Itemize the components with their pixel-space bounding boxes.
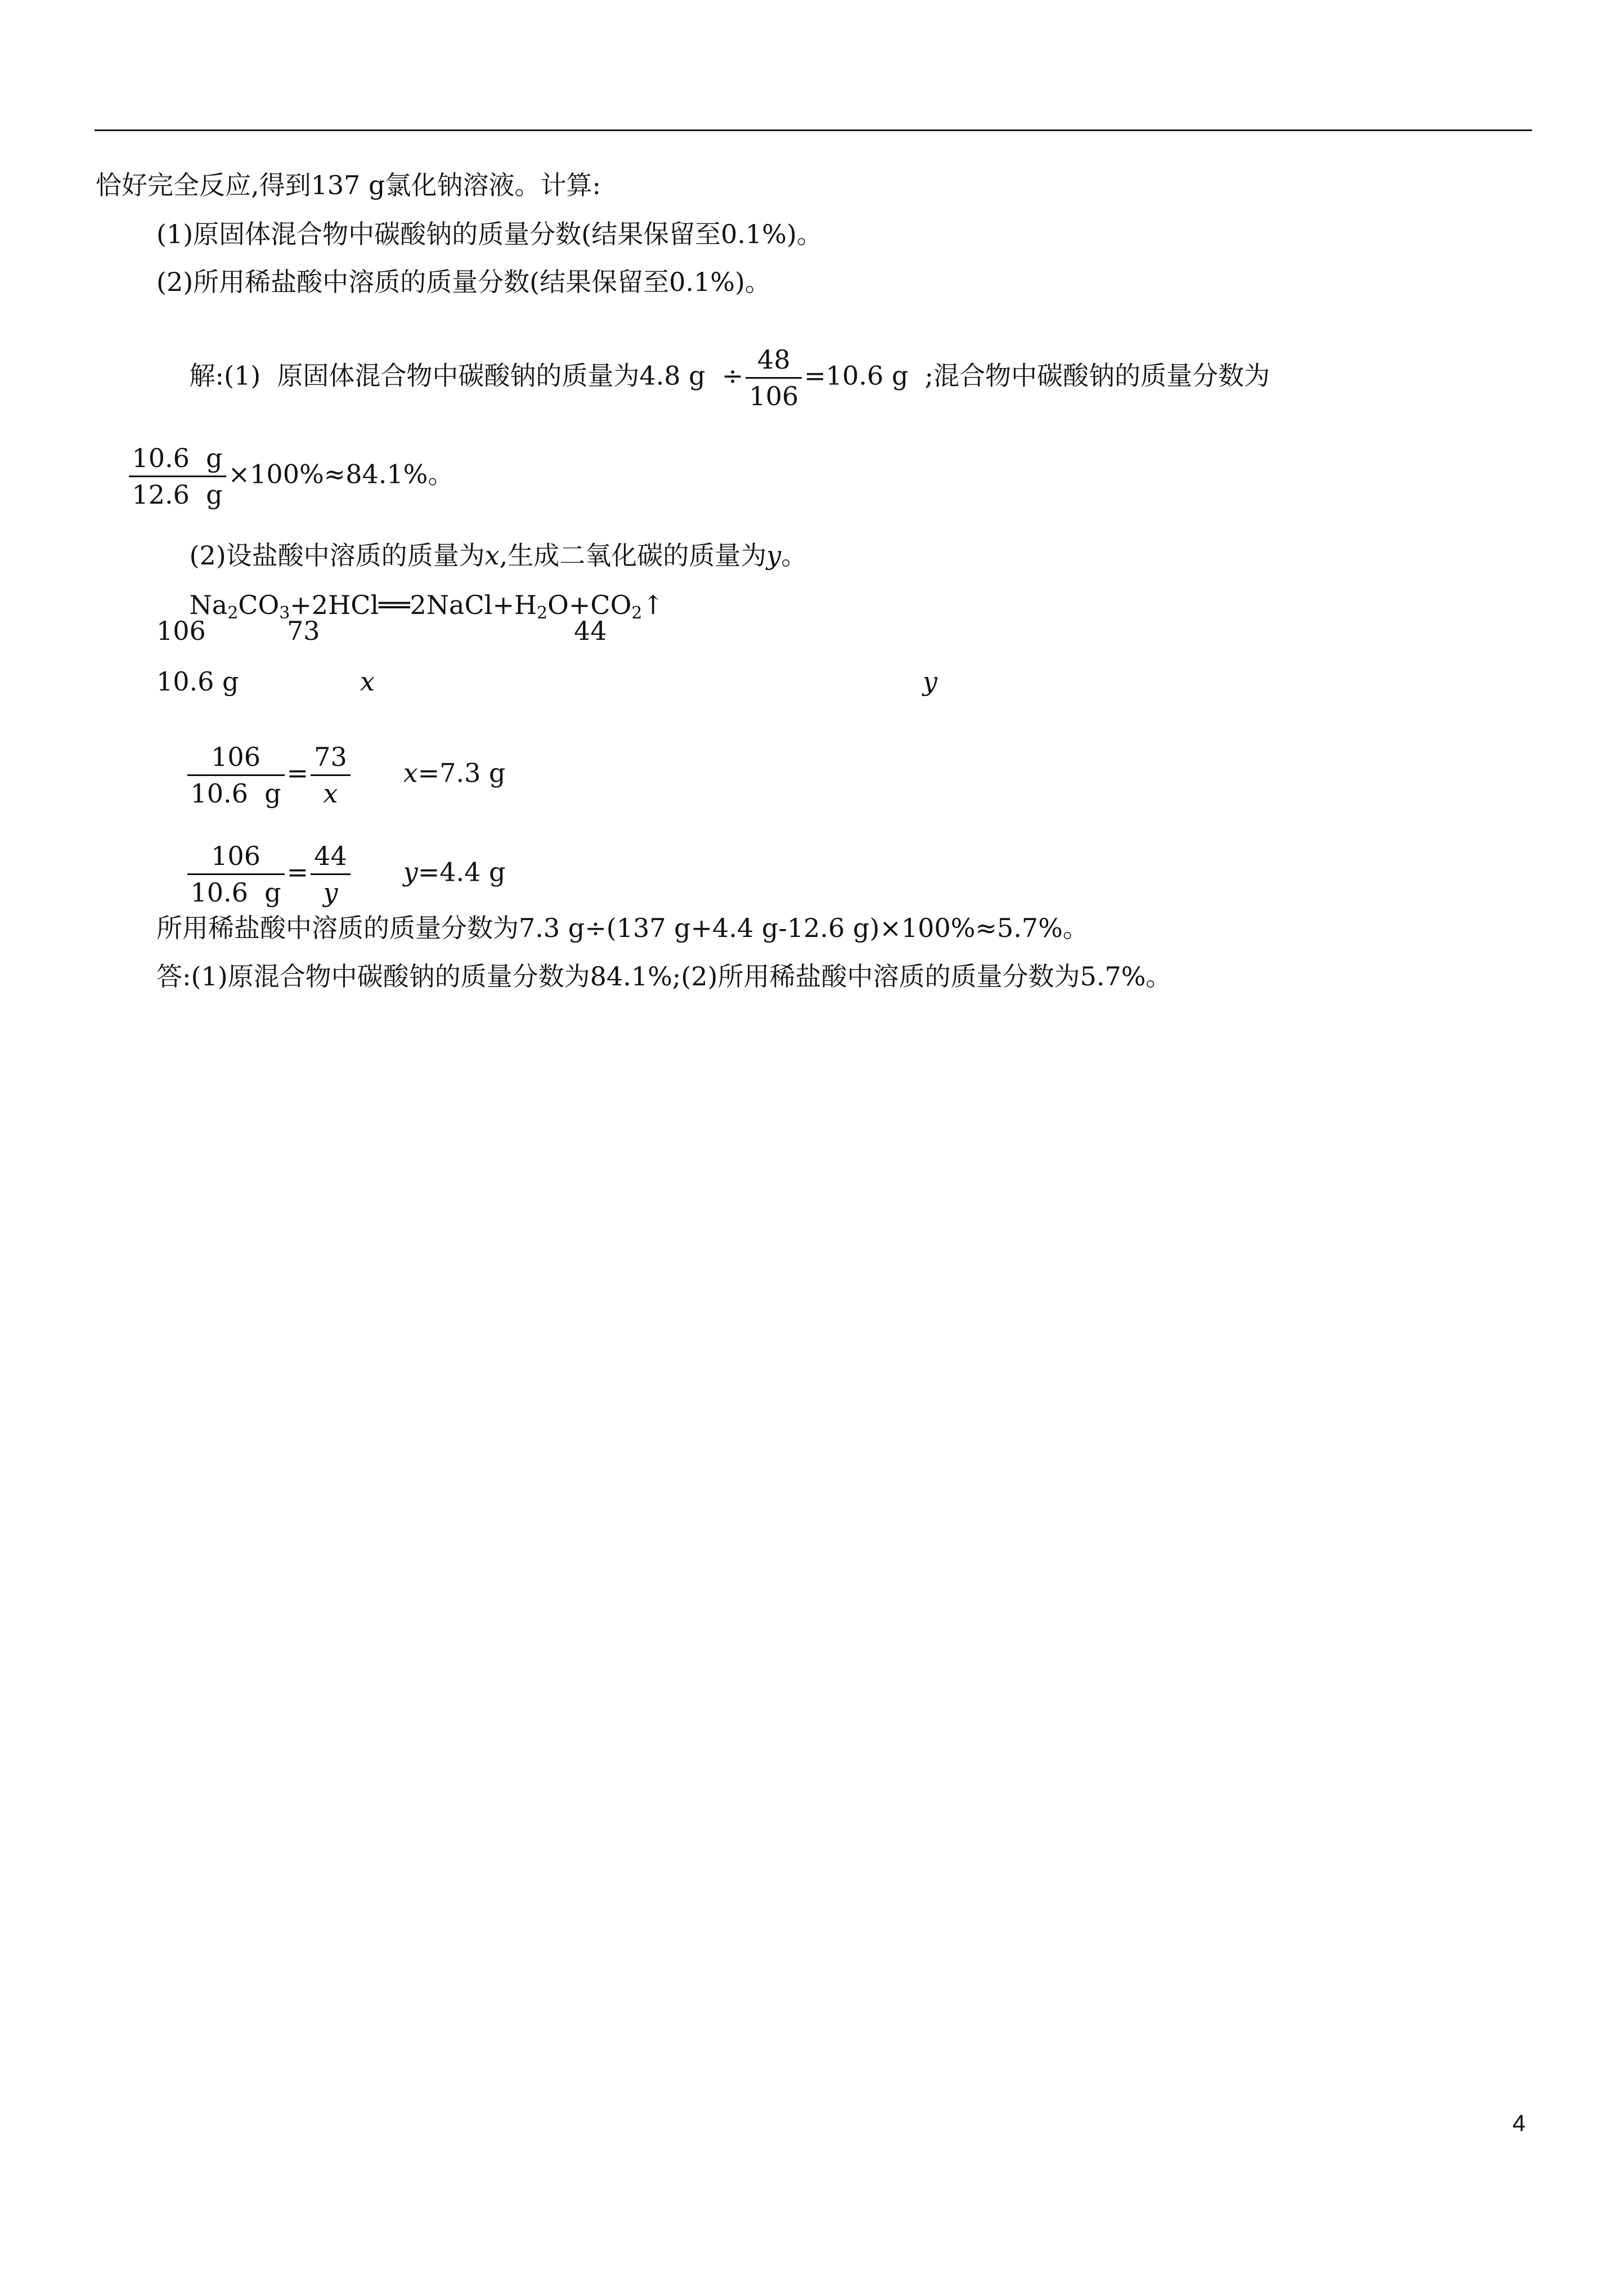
mass-sodium-carbonate: 10.6 g xyxy=(156,666,239,697)
fraction-denominator: 12.6 g xyxy=(132,479,223,510)
header-rule xyxy=(95,129,1532,131)
variable-x: x xyxy=(484,540,500,571)
equation-text: O+CO xyxy=(547,590,632,620)
final-calculation: 所用稀盐酸中溶质的质量分数为7.3 g÷(137 g+4.4 g-12.6 g)×100%≈5.7%。 xyxy=(156,913,1089,943)
solution-part1-result: ×100%≈84.1%。 xyxy=(228,459,454,490)
fraction-numerator: 10.6 g xyxy=(129,445,226,477)
equation-text: CO xyxy=(238,590,280,620)
equals-sign: = xyxy=(286,757,309,788)
fraction-denominator: y xyxy=(323,877,338,908)
result-variable: y xyxy=(403,856,418,887)
fraction-denominator: 10.6 g xyxy=(190,778,281,809)
fraction-right xyxy=(311,841,351,908)
variable-y: y xyxy=(766,540,782,571)
proportion-1 xyxy=(152,718,505,832)
equation-text: Na xyxy=(189,590,228,620)
fraction-numerator: 44 xyxy=(311,843,351,875)
fraction-mass-ratio xyxy=(129,445,226,508)
answer-line: 答:(1)原混合物中碳酸钠的质量分数为84.1%;(2)所用稀盐酸中溶质的质量分数为5.7%。 xyxy=(156,961,1172,992)
solution-part1-pre: 解:(1) 原固体混合物中碳酸钠的质量为4.8 g ÷ xyxy=(189,360,744,391)
ratio-73: 73 xyxy=(287,616,320,646)
equation-subscript: 2 xyxy=(537,603,548,623)
result-variable: x xyxy=(403,757,418,788)
setup-text: ,生成二氧化碳的质量为 xyxy=(499,540,767,571)
solution-part1-post: =10.6 g ;混合物中碳酸钠的质量分数为 xyxy=(804,360,1270,391)
fraction-left xyxy=(187,742,285,809)
fraction-numerator: 106 xyxy=(187,843,285,875)
page-number: 4 xyxy=(1512,2110,1526,2136)
ratio-44: 44 xyxy=(574,616,607,646)
equation-subscript: 2 xyxy=(631,603,643,623)
ratio-106: 106 xyxy=(156,616,206,646)
solution-part1-line xyxy=(156,321,1270,435)
equals-sign: = xyxy=(286,856,309,887)
problem-intro: 恰好完全反应,得到137 g氯化钠溶液。计算: xyxy=(96,170,601,200)
equation-text: +2HCl══2NaCl+H xyxy=(290,590,537,620)
fraction-numerator: 48 xyxy=(746,347,802,379)
gas-arrow-icon: ↑ xyxy=(642,590,664,620)
equation-subscript: 3 xyxy=(279,603,290,623)
mass-x: x xyxy=(360,666,375,697)
result-value: =4.4 g xyxy=(417,856,506,887)
mass-y: y xyxy=(923,666,937,697)
fraction-denominator: x xyxy=(323,778,338,809)
setup-text: 。 xyxy=(781,540,807,571)
fraction-denominator: 10.6 g xyxy=(190,877,281,908)
fraction-numerator: 73 xyxy=(311,744,351,776)
fraction-right xyxy=(311,742,351,809)
result-value: =7.3 g xyxy=(417,757,506,788)
question-2: (2)所用稀盐酸中溶质的质量分数(结果保留至0.1%)。 xyxy=(156,267,771,297)
setup-text: (2)设盐酸中溶质的质量为 xyxy=(189,540,485,571)
question-1: (1)原固体混合物中碳酸钠的质量分数(结果保留至0.1%)。 xyxy=(156,219,823,249)
fraction-numerator: 106 xyxy=(187,744,285,776)
fraction-left xyxy=(187,841,285,908)
fraction-48-106 xyxy=(746,344,802,411)
equation-subscript: 2 xyxy=(227,603,239,623)
fraction-denominator: 106 xyxy=(749,381,799,411)
